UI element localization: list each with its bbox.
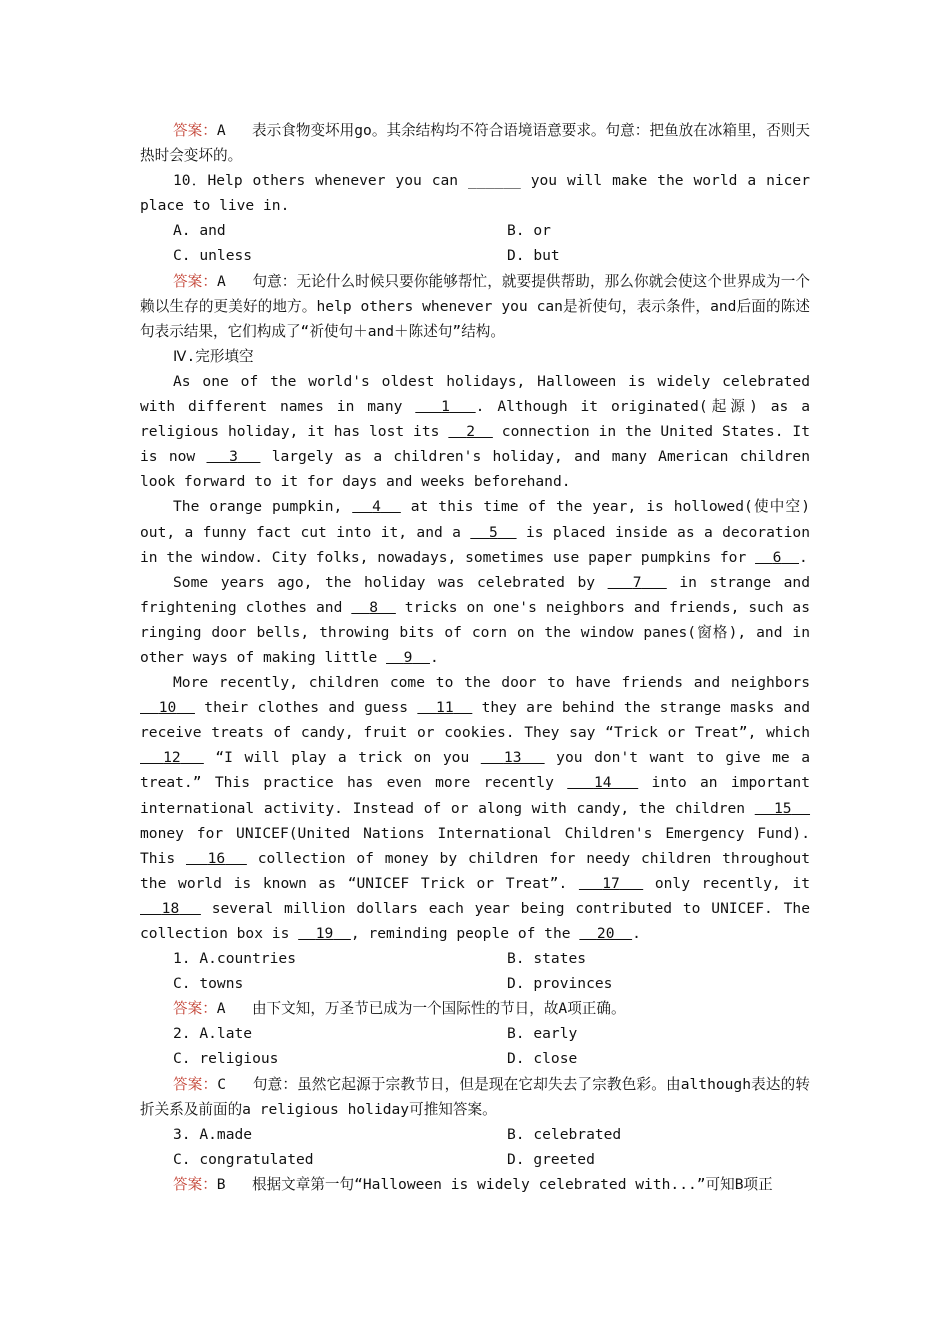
question-10-stem bbox=[140, 168, 810, 218]
blank-number: 15 bbox=[774, 799, 792, 817]
question-2-options-row-2 bbox=[140, 1046, 810, 1071]
passage-paragraph-3 bbox=[140, 570, 810, 670]
blank-3 bbox=[207, 448, 261, 465]
answer-key: A bbox=[216, 1000, 226, 1018]
blank-number: 12 bbox=[163, 749, 181, 767]
passage-text: largely as a children's holiday, and many American children look forward to it for days and weeks beforehand. bbox=[140, 448, 811, 491]
answer-2 bbox=[140, 1072, 810, 1122]
passage-paragraph-2 bbox=[140, 494, 810, 569]
passage-text: you don't want to give me a treat.” This practice has even more recently bbox=[140, 749, 811, 792]
blank-19 bbox=[298, 925, 351, 942]
blank-number: 7 bbox=[632, 573, 642, 591]
answer-label: 答案： bbox=[173, 1075, 218, 1093]
option-c: C. towns bbox=[173, 975, 244, 993]
answer-key: C bbox=[217, 1075, 227, 1093]
passage-text: at this time of the year, is hollowed(使中空) out, a funny fact cut into it, and a bbox=[140, 498, 811, 541]
blank-number: 13 bbox=[503, 749, 522, 767]
option-c: C. religious bbox=[173, 1050, 279, 1068]
blank-11 bbox=[417, 699, 472, 716]
passage-text: As one of the world's oldest holidays, Halloween is widely celebrated with different names in many bbox=[140, 372, 810, 416]
answer-text: 由下文知，万圣节已成为一个国际性的节日，故A项正确。 bbox=[251, 1000, 626, 1018]
option-b: B. early bbox=[507, 1025, 578, 1043]
answer-label: 答案： bbox=[173, 1000, 217, 1018]
question-text: you will make the world a nicer place to live in. bbox=[140, 172, 811, 215]
passage-text: . bbox=[632, 925, 641, 942]
section-title: Ⅳ.完形填空 bbox=[173, 347, 254, 365]
blank-20 bbox=[579, 925, 632, 942]
option-b: B. states bbox=[507, 950, 587, 968]
blank-number: 5 bbox=[489, 523, 498, 541]
question-1-options-row-1 bbox=[140, 946, 810, 971]
passage-text: only recently, it bbox=[643, 874, 810, 892]
passage-text: they are behind the strange masks and receive treats of candy, fruit or cookies. They say “Trick or Treat”, which bbox=[140, 699, 811, 742]
answer-key: A bbox=[216, 122, 226, 139]
answer-text: 句意：虽然它起源于宗教节日，但是现在它却失去了宗教色彩。由although表达的转折关系及前面的a religious holiday可推知答案。 bbox=[140, 1075, 811, 1118]
option-b: B. or bbox=[507, 222, 551, 240]
blank-16 bbox=[186, 850, 247, 867]
blank-1 bbox=[415, 398, 475, 415]
blank-15 bbox=[755, 800, 810, 817]
blank-12 bbox=[140, 749, 204, 766]
passage-text: More recently, children come to the door to have friends and neighbors bbox=[173, 674, 810, 692]
blank-14 bbox=[567, 774, 638, 791]
passage-text: into an important international activity. Instead of or along with candy, the children bbox=[140, 774, 811, 817]
blank-number: 3 bbox=[229, 448, 238, 466]
blank-number: 8 bbox=[369, 598, 378, 616]
answer-label: 答案： bbox=[173, 122, 217, 139]
blank-5 bbox=[470, 524, 516, 541]
blank-number: 17 bbox=[602, 874, 620, 892]
option-d: D. provinces bbox=[507, 975, 613, 993]
option-c: C. congratulated bbox=[173, 1150, 314, 1168]
passage-text: tricks on one's neighbors and friends, such as ringing door bells, throwing bits of corn on the window panes(窗格), and in other ways of making little bbox=[140, 598, 810, 666]
passage-text: connection in the United States. It is now bbox=[140, 423, 810, 466]
option-a: 2. A.late bbox=[173, 1025, 253, 1043]
blank-number: 6 bbox=[772, 548, 782, 566]
question-10-options-row-2 bbox=[140, 243, 810, 268]
answer-blank: ______ bbox=[468, 172, 521, 190]
passage-text: , reminding people of the bbox=[350, 925, 580, 942]
blank-2 bbox=[448, 423, 493, 440]
passage-paragraph-4 bbox=[140, 670, 810, 946]
answer-label: 答案： bbox=[173, 1175, 217, 1193]
blank-number: 4 bbox=[372, 498, 381, 516]
blank-6 bbox=[755, 549, 799, 566]
passage-text: money for UNICEF(United Nations International Children's Emergency Fund). This bbox=[140, 824, 810, 867]
blank-number: 9 bbox=[403, 648, 413, 666]
passage-paragraph-1 bbox=[140, 369, 810, 494]
answer-key: A bbox=[217, 272, 226, 290]
blank-number: 1 bbox=[441, 398, 450, 416]
answer-label: 答案： bbox=[173, 272, 218, 290]
passage-text: in strange and frightening clothes and bbox=[140, 573, 810, 616]
answer-text: 根据文章第一句“Halloween is widely celebrated with...”可知B项正 bbox=[251, 1175, 773, 1193]
answer-1 bbox=[140, 996, 810, 1021]
question-text: 10．Help others whenever you can bbox=[173, 172, 459, 190]
blank-7 bbox=[608, 574, 667, 591]
passage-text: . Although it originated(起源) as a religious holiday, it has lost its bbox=[140, 398, 811, 441]
passage-text: “I will play a trick on you bbox=[203, 749, 481, 767]
blank-10 bbox=[140, 699, 195, 716]
answer-key: B bbox=[216, 1175, 226, 1193]
passage-text: Some years ago, the holiday was celebrated by bbox=[173, 573, 608, 591]
option-c: C. unless bbox=[173, 247, 253, 265]
passage-text: several million dollars each year being contributed to UNICEF. The collection box is bbox=[140, 899, 810, 942]
passage-text: is placed inside as a decoration in the window. City folks, nowadays, sometimes use paper pumpkins for bbox=[140, 523, 810, 566]
question-3-options-row-1 bbox=[140, 1122, 810, 1147]
blank-number: 14 bbox=[593, 774, 612, 792]
option-d: D. but bbox=[507, 247, 560, 265]
answer-text: 表示食物变坏用go。其余结构均不符合语境语意要求。句意：把鱼放在冰箱里，否则天热时会变坏的。 bbox=[140, 122, 811, 165]
passage-text: their clothes and guess bbox=[194, 699, 418, 717]
blank-number: 19 bbox=[315, 925, 334, 942]
question-2-options-row-1 bbox=[140, 1021, 810, 1046]
answer-10 bbox=[140, 269, 810, 344]
document-body bbox=[140, 118, 810, 1197]
blank-number: 10 bbox=[158, 699, 177, 717]
blank-4 bbox=[352, 498, 401, 515]
question-1-options-row-2 bbox=[140, 971, 810, 996]
passage-text: . bbox=[799, 548, 808, 566]
blank-number: 16 bbox=[207, 849, 226, 867]
option-a: 1. A.countries bbox=[173, 950, 297, 968]
passage-text: The orange pumpkin, bbox=[173, 498, 353, 516]
blank-18 bbox=[140, 900, 201, 917]
answer-9 bbox=[140, 118, 810, 168]
passage-text: collection of money by children for needy children throughout the world is known as “UNICEF Trick or Treat”. bbox=[140, 849, 810, 892]
blank-13 bbox=[481, 749, 545, 766]
passage-text: . bbox=[429, 648, 439, 666]
option-d: D. close bbox=[507, 1050, 578, 1068]
blank-8 bbox=[351, 599, 396, 616]
blank-17 bbox=[579, 875, 643, 892]
option-d: D. greeted bbox=[507, 1150, 595, 1168]
answer-text: 句意：无论什么时候只要你能够帮忙，就要提供帮助，那么你就会使这个世界成为一个赖以生存的更美好的地方。help others whenever you can是祈使句，表示条件，and后面的陈述句表示结果，它们构成了“祈使句＋and＋陈述句”结构。 bbox=[140, 272, 810, 340]
question-10-options-row-1 bbox=[140, 218, 810, 243]
blank-number: 2 bbox=[466, 423, 475, 441]
option-a: A. and bbox=[173, 222, 226, 240]
option-a: 3. A.made bbox=[173, 1125, 253, 1143]
blank-number: 11 bbox=[436, 699, 454, 717]
blank-number: 18 bbox=[161, 899, 180, 917]
answer-3 bbox=[140, 1172, 810, 1197]
option-b: B. celebrated bbox=[507, 1125, 622, 1143]
blank-number: 20 bbox=[596, 925, 615, 942]
question-3-options-row-2 bbox=[140, 1147, 810, 1172]
blank-9 bbox=[386, 649, 430, 666]
